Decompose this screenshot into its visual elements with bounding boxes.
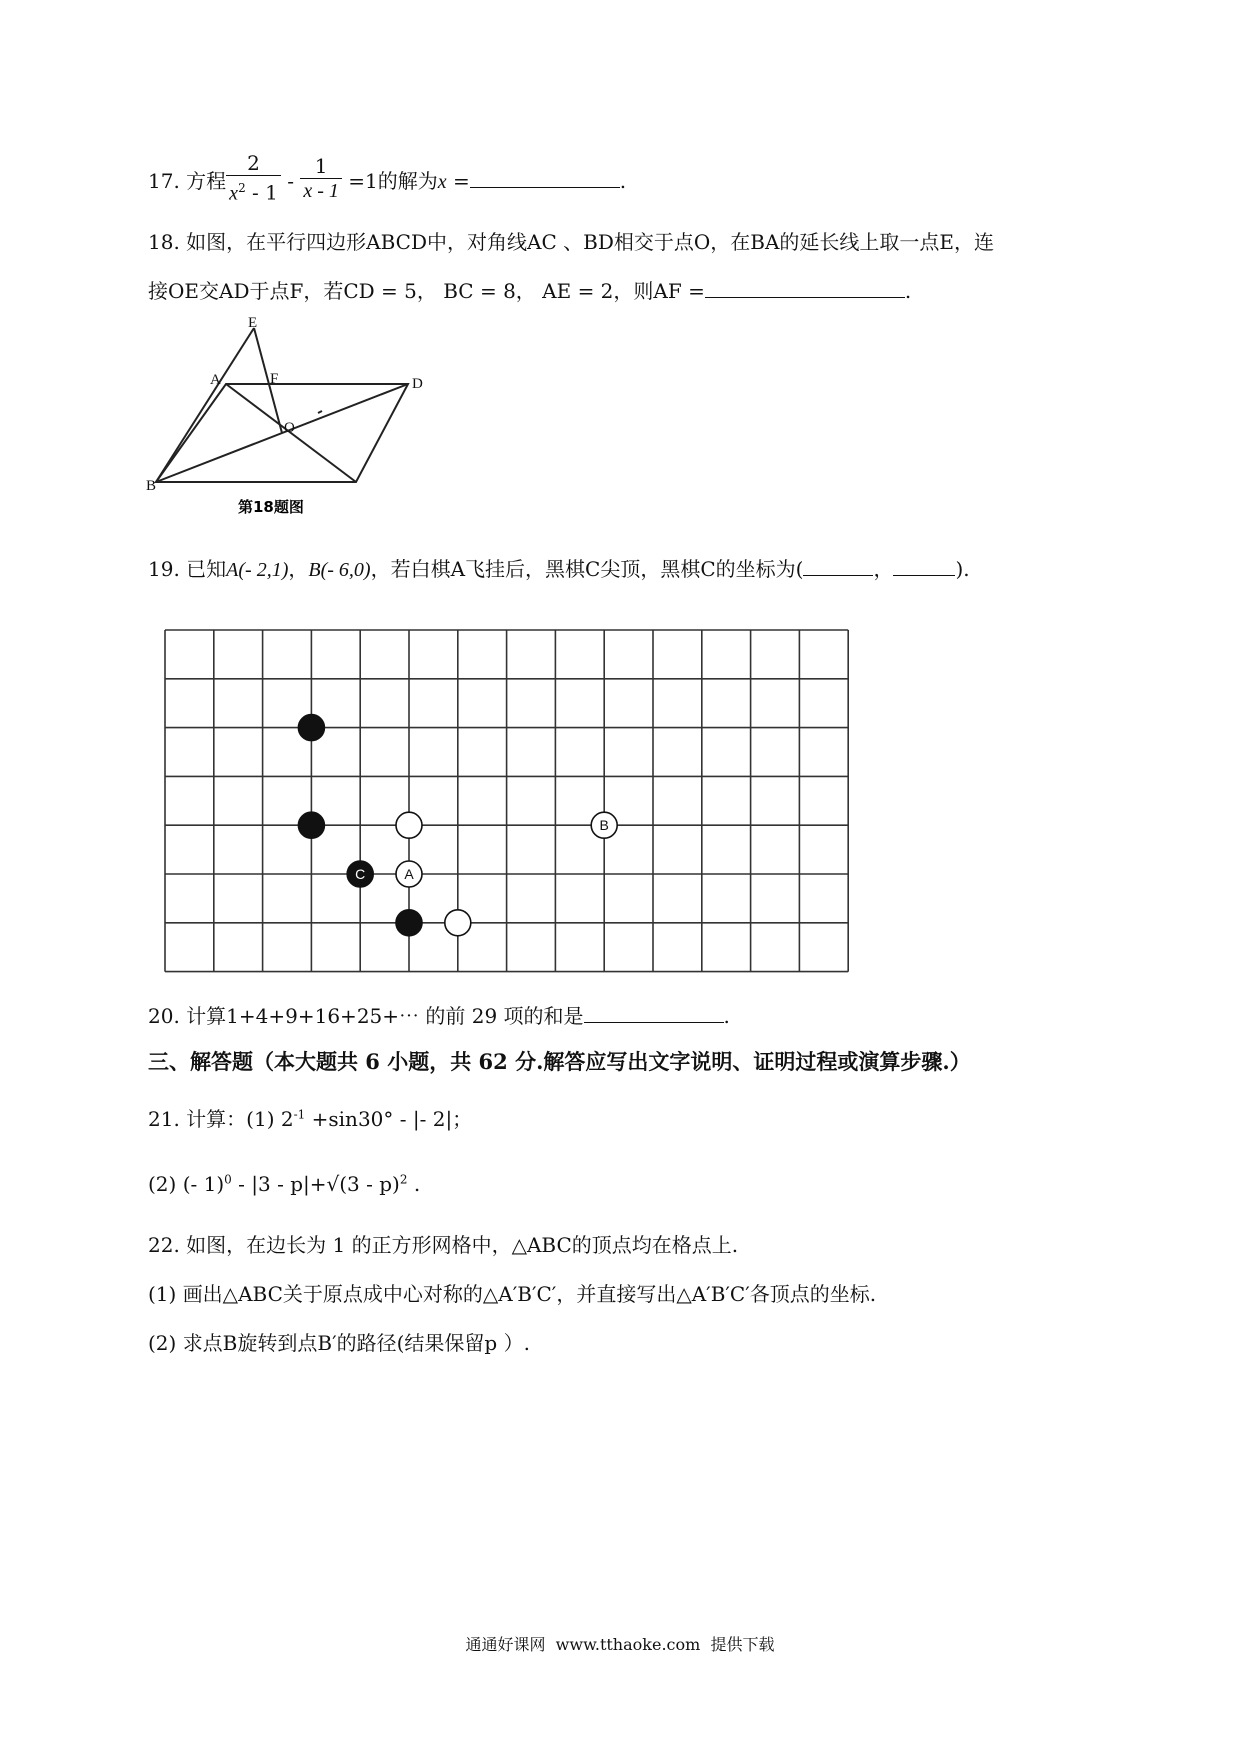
answer-blank-19-y[interactable] (893, 557, 955, 576)
section-3-title: 三、解答题 (148, 1049, 253, 1074)
black-stone (298, 715, 324, 741)
label-e: E (248, 315, 258, 331)
label-o: O (284, 420, 295, 436)
figure-18-caption: 第18题图 (238, 498, 304, 516)
black-stone (396, 910, 422, 936)
stone-label: B (599, 817, 609, 834)
white-stone-b (591, 812, 617, 838)
label-d: D (412, 376, 423, 392)
question-18-line-2: 接OE交AD于点F，若CD = 5， BC = 8， AE = 2，则AF = . (148, 279, 912, 303)
label-a: A (210, 372, 221, 388)
go-board (160, 620, 850, 980)
question-21-part-1: 21. 计算：(1) $2^{-1} +\sin 30^\circ$ - |- 2|； (148, 1107, 473, 1131)
label-b: B (146, 478, 157, 494)
section-3-note: （本大题共 6 小题，共 62 分.解答应写出文字说明、证明过程或演算步骤.） (253, 1049, 971, 1074)
question-18-line-1: 18. 如图，在平行四边形ABCD中，对角线AC 、BD相交于点O，在BA的延长线上取一点E，连 (148, 230, 994, 254)
point-a-coord: A(- 2,1) (226, 559, 289, 581)
line-be (156, 328, 254, 482)
figure-18 (146, 315, 428, 522)
label-f: F (270, 371, 279, 387)
answer-blank-19-x[interactable] (803, 557, 873, 576)
section-3-heading (148, 1046, 971, 1076)
white-stone-a (396, 861, 422, 887)
q17-fraction-1: $\frac{2}{x^2 - 1}$ (226, 151, 281, 206)
answer-blank-20[interactable] (584, 1004, 724, 1023)
question-17: 17. 方程 $\frac{2}{x^2 - 1}$ - $\frac{1}{x - 1}$ =1的解为x = . (148, 151, 627, 205)
stone-label: A (404, 866, 414, 882)
page-footer: 通通好课网 www.tthaoke.com 提供下载 (465, 1635, 775, 1654)
answer-blank-17[interactable] (470, 169, 620, 188)
black-stone-c (347, 861, 373, 887)
q17-prefix: 17. 方程 (148, 168, 227, 193)
point-b-coord: B(- 6,0) (308, 559, 371, 581)
tick-mark (318, 411, 322, 413)
stone-label: C (355, 866, 366, 882)
white-stone (445, 910, 471, 936)
question-22-line-2: (1) 画出△ABC关于原点成中心对称的△A′B′C′，并直接写出△A′B′C′各顶点的坐标. (148, 1282, 877, 1306)
answer-blank-18[interactable] (705, 279, 905, 298)
parallelogram-diagram (146, 315, 428, 522)
question-21-part-2: (2) (- 1)$^0$ - |3 - p|+√(3 - p)$^2$ . (148, 1172, 421, 1196)
question-19: 19. 已知A(- 2,1)，B(- 6,0)，若白棋A飞挂后，黑棋C尖顶，黑棋C的坐标为( ， ). (148, 557, 970, 581)
black-stone (298, 812, 324, 838)
question-22-line-1: 22. 如图，在边长为 1 的正方形网格中，△ABC的顶点均在格点上. (148, 1233, 739, 1257)
question-20: 20. 计算1+4+9+16+25+⋯ 的前 29 项的和是 . (148, 1004, 730, 1028)
q17-fraction-2: $\frac{1}{x - 1}$ (300, 154, 342, 203)
white-stone (396, 812, 422, 838)
question-22-line-3: (2) 求点B旋转到点B′的路径(结果保留p ）. (148, 1331, 530, 1355)
